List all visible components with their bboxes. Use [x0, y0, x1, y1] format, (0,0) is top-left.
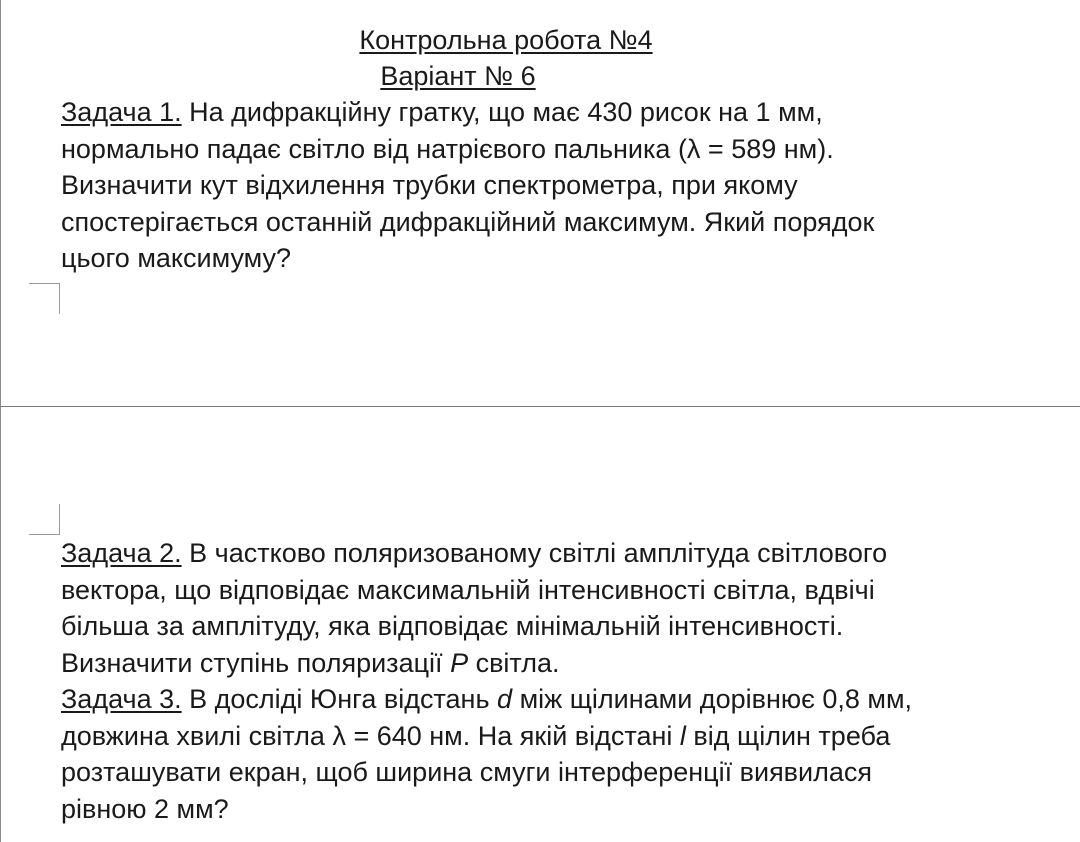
task-2-line-3: більша за амплітуду, яка відповідає мінімальній інтенсивності. — [61, 611, 844, 641]
task-2-line-2: вектора, що відповідає максимальній інтенсивності світла, вдвічі — [61, 574, 875, 605]
task-3-line-2 — [61, 718, 1071, 755]
task-1-label: Задача 1. — [61, 97, 182, 127]
variant-title — [1, 59, 1011, 93]
task-1 — [61, 94, 1071, 277]
text-boundary-corner-mark — [29, 283, 60, 314]
variable-l: l — [679, 720, 686, 751]
task-2-text-4b: світла. — [468, 647, 560, 678]
text-boundary-corner-mark — [29, 504, 60, 535]
task-1-line-3: Визначити кут відхилення трубки спектрометра, при якому — [61, 170, 798, 200]
document-page-1 — [0, 0, 1080, 407]
task-1-line-5: цього максимуму? — [61, 243, 292, 273]
task-1-line-2: нормально падає світло від натрієвого пальника (λ = 589 нм). — [61, 133, 834, 164]
task-2-text-1: В частково поляризованому світлі амплітуда світлового — [189, 538, 888, 568]
task-3-text-2a: довжина хвилі світла λ = 640 нм. На якій відстані — [61, 720, 680, 751]
task-2-line-4 — [61, 645, 1071, 682]
task-2-line-1 — [61, 535, 1071, 572]
task-1-line-4: спостерігається останній дифракційний максимум. Який порядок — [61, 206, 875, 237]
document-title-text: Контрольна робота №4 — [359, 25, 653, 55]
task-3-line-3: розташувати екран, щоб ширина смуги інтерференції виявилася — [61, 757, 873, 787]
task-2-text-4a: Визначити ступінь поляризації — [61, 647, 451, 678]
task-1-line-1 — [61, 94, 1071, 131]
task-3-line-1 — [61, 681, 1071, 718]
task-3-label: Задача 3. — [61, 684, 182, 714]
document-page-2 — [0, 407, 1080, 842]
task-2 — [61, 535, 1071, 827]
document-title — [1, 23, 1011, 57]
task-3-line-4: рівною 2 мм? — [61, 793, 229, 824]
variable-d: d — [497, 684, 513, 714]
task-3-text-1a: В досліді Юнга відстань — [189, 684, 498, 714]
variant-title-text: Варіант № 6 — [380, 61, 536, 91]
variable-p: P — [450, 647, 469, 678]
task-2-label: Задача 2. — [61, 538, 182, 568]
task-3-text-1b: між щілинами дорівнює 0,8 мм, — [512, 684, 913, 714]
task-1-text-1: На дифракційну гратку, що має 430 рисок на 1 мм, — [189, 97, 823, 127]
task-3-text-2b: від щілин треба — [685, 720, 891, 751]
